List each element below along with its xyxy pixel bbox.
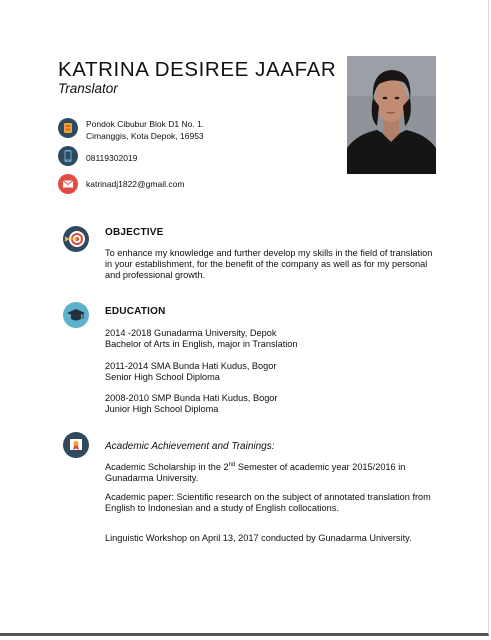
objective-heading: OBJECTIVE xyxy=(105,227,164,238)
profile-photo xyxy=(347,56,436,174)
achievement-item-paper: Academic paper: Scientific research on the subject of annotated translation from English to Indonesian and a study of English collocations. xyxy=(105,492,431,514)
email-icon xyxy=(58,174,78,194)
superscript-ordinal: nd xyxy=(228,461,236,468)
location-icon xyxy=(58,118,78,138)
objective-text: To enhance my knowledge and further develop my skills in the field of translation in your establishment, for the benefit of the company as well as for my personal and professional growth. xyxy=(105,248,433,281)
education-entry-line-1: 2008-2010 SMP Bunda Hati Kudus, Bogor xyxy=(105,393,278,403)
achievements-heading: Academic Achievement and Trainings: xyxy=(105,441,275,452)
candidate-name: KATRINA DESIREE JAAFAR xyxy=(58,58,337,81)
education-entry xyxy=(105,328,435,350)
education-entry-line-1: 2011-2014 SMA Bunda Hati Kudus, Bogor xyxy=(105,361,277,371)
education-entry-line-1: 2014 -2018 Gunadarma University, Depok xyxy=(105,328,277,338)
achievement-item-scholarship xyxy=(105,462,435,484)
address-line-1: Pondok Cibubur Blok D1 No. 1. xyxy=(86,119,205,129)
education-entry-line-2: Bachelor of Arts in English, major in Translation xyxy=(105,339,298,350)
candidate-title: Translator xyxy=(58,81,118,96)
achievement-text-part: Academic Scholarship in the 2 xyxy=(105,462,229,472)
phone-number: 08119302019 xyxy=(86,153,138,163)
education-entry-line-2: Senior High School Diploma xyxy=(105,372,220,383)
achievement-text-part: Semester of academic year 2015/2016 in Gunadarma University. xyxy=(105,462,406,484)
target-icon xyxy=(63,226,89,252)
achievement-item-workshop: Linguistic Workshop on April 13, 2017 conducted by Gunadarma University. xyxy=(105,533,412,543)
education-entry-line-2: Junior High School Diploma xyxy=(105,404,219,415)
education-heading: EDUCATION xyxy=(105,306,166,317)
email-address: katrinadj1822@gmail.com xyxy=(86,179,185,189)
certificate-icon xyxy=(63,432,89,458)
address-line-2: Cimanggis, Kota Depok, 16953 xyxy=(86,131,204,141)
education-entry xyxy=(105,361,435,383)
address xyxy=(86,118,204,142)
phone-icon xyxy=(58,146,78,166)
education-entry xyxy=(105,393,435,415)
graduation-cap-icon xyxy=(63,302,89,328)
